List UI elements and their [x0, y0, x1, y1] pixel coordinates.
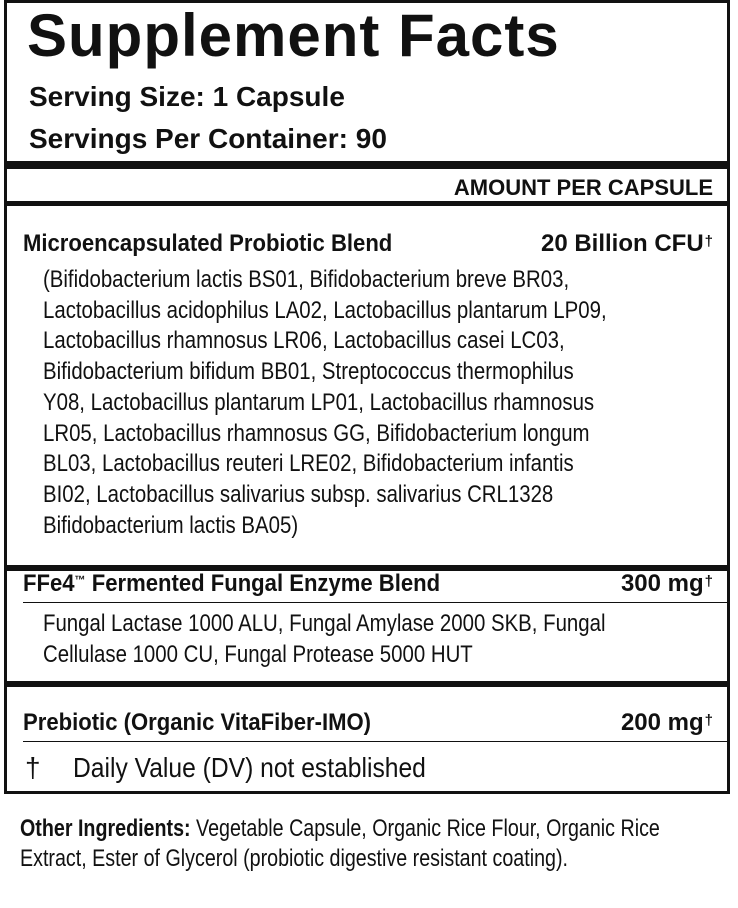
amount-value: 200 mg [620, 709, 704, 736]
section-divider [7, 681, 727, 687]
ingredient-details: (Bifidobacterium lactis BS01, Bifidobacterium breve BR03, Lactobacillus acidophilus LA02, Lactobacillus plantarum LP09, Lactobacillus rhamnosus LR06, Lactobacillus casei LC03, Bifidobacterium bifidum BB01, Streptococcus thermophilus Y08, Lactobacillus plantarum LP01, Lactobacillus rhamnosus LR05, Lactobacillus rhamnosus GG, Bifidobacterium longum BL03, Lactobacillus reuteri LRE02, Bifidobacterium infantis BI02, Lactobacillus salivarius subsp. salivarius CRL1328 Bifidobacterium lactis BA05) [43, 266, 607, 539]
panel-title: Supplement Facts [27, 2, 560, 69]
ingredient-name [23, 569, 440, 599]
amount-divider [7, 201, 727, 206]
amount-per-capsule-header: AMOUNT PER CAPSULE [453, 175, 713, 200]
footnote-dagger: † [25, 752, 41, 783]
thin-divider [23, 741, 727, 742]
ingredient-details: Fungal Lactase 1000 ALU, Fungal Amylase 2000 SKB, Fungal Cellulase 1000 CU, Fungal Protease 5000 HUT [43, 610, 606, 668]
ingredient-amount [621, 708, 713, 738]
dagger-marker: † [704, 233, 713, 250]
amount-value: 300 mg [620, 570, 704, 597]
ingredient-name: Prebiotic (Organic VitaFiber-IMO) [23, 709, 372, 736]
amount-value: 20 Billion CFU [540, 230, 704, 257]
servings-per-container: Servings Per Container: 90 [29, 123, 387, 154]
other-ingredients-text: Vegetable Capsule, Organic Rice Flour, Organic Rice Extract, Ester of Glycerol (probiotic digestive resistant coating). [20, 815, 660, 872]
ingredient-name-part: Fermented Fungal Enzyme Blend [85, 570, 441, 597]
ingredient-name: Microencapsulated Probiotic Blend [23, 230, 393, 257]
footnote-text: Daily Value (DV) not established [73, 752, 426, 783]
ingredient-amount [621, 569, 713, 599]
other-ingredients-label: Other Ingredients: [20, 815, 191, 842]
serving-size: Serving Size: 1 Capsule [29, 81, 345, 112]
supplement-facts-panel [4, 0, 730, 794]
dagger-marker: † [704, 573, 713, 590]
other-ingredients [20, 814, 709, 873]
thin-divider [23, 602, 727, 603]
thick-divider [7, 161, 727, 169]
ingredient-name-part: FFe4 [23, 570, 75, 597]
ingredient-amount [541, 229, 713, 259]
trademark-mark: ™ [74, 573, 86, 587]
dagger-marker: † [704, 712, 713, 729]
